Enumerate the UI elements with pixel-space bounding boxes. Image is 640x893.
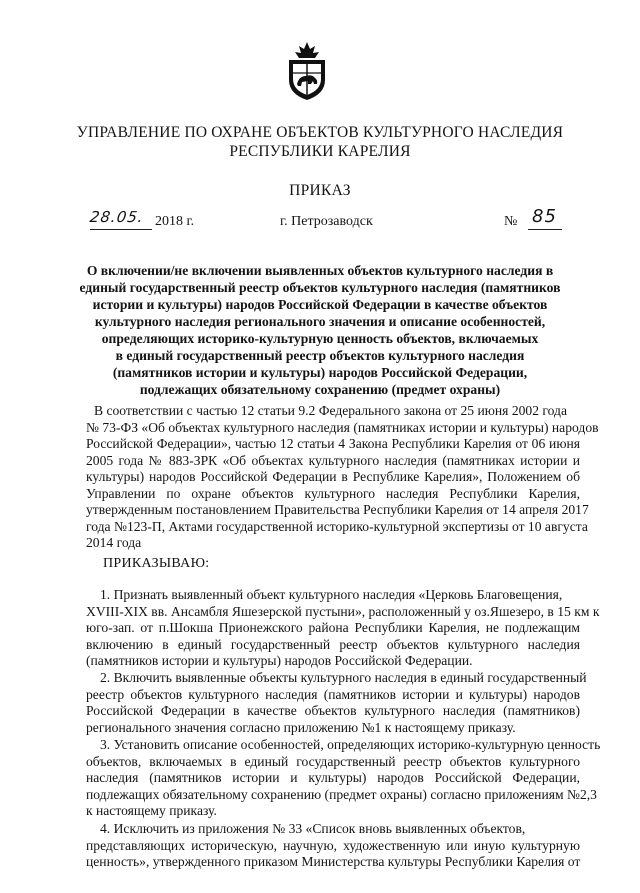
item-line: 2. Включить выявленные объекты культурного наследия в единый государственный	[100, 670, 587, 685]
preamble-line: Управлении по охране объектов культурного наследия Республики Карелия,	[86, 485, 580, 501]
preamble-line: 2014 года	[86, 535, 142, 550]
title-line: культурного наследия регионального значения и описание особенностей,	[94, 314, 546, 329]
preamble-paragraph	[86, 403, 599, 552]
item-line: 1. Признать выявленный объект культурного наследия «Церковь Благовещения,	[100, 587, 563, 602]
title-line: определяющих историко-культурную ценность объектов, включаемых	[101, 331, 539, 346]
number-sign: №	[504, 214, 518, 229]
document-type: ПРИКАЗ	[289, 182, 351, 199]
number-underline	[528, 229, 562, 230]
preamble-line: 2005 года № 883-ЗРК «Об объектах культурного наследия (памятниках истории и	[86, 452, 580, 468]
preamble-line: Российской Федерации», частью 12 статьи 4 Закона Республики Карелия от 06 июня	[86, 436, 580, 451]
order-title-heading	[60, 262, 580, 398]
title-line: О включении/не включении выявленных объектов культурного наследия в	[86, 263, 554, 278]
item-line: представляющих историческую, научную, художественную или иную культурную	[86, 837, 580, 853]
preamble-line: культуры) народов Российской Федерации в Республике Карелия», Положением об	[86, 469, 580, 484]
title-line: (памятников истории и культуры) народов Российской Федерации,	[112, 365, 528, 380]
order-item-2	[86, 670, 587, 736]
order-item-1	[86, 587, 600, 670]
order-item-4	[86, 821, 580, 871]
item-line: наследия (памятников истории и культуры) народов Российской Федерации,	[86, 770, 580, 785]
item-line: к настоящему приказу.	[86, 803, 217, 818]
item-line: XVIII-XIX вв. Ансамбля Яшезерской пустыни», расположенный у оз.Яшезеро, в 15 км к	[86, 603, 600, 619]
title-line: подлежащих обязательному сохранению (предмет охраны)	[139, 382, 501, 397]
date-underline	[90, 229, 152, 230]
agency-name-line1: УПРАВЛЕНИЕ ПО ОХРАНЕ ОБЪЕКТОВ КУЛЬТУРНОГО НАСЛЕДИЯ	[76, 124, 564, 141]
preamble-line: года №123-П, Актами государственной историко-культурной экспертизы от 10 августа	[86, 518, 588, 534]
handwritten-date: 28.05.	[88, 208, 145, 226]
agency-name-line2: РЕСПУБЛИКИ КАРЕЛИЯ	[229, 143, 411, 160]
order-verb: ПРИКАЗЫВАЮ:	[103, 556, 210, 571]
city: г. Петрозаводск	[280, 214, 373, 229]
preamble-line: утвержденным постановлением Правительства Республики Карелия от 14 апреля 2017	[86, 502, 589, 517]
preamble-line: № 73-ФЗ «Об объектах культурного наследия (памятниках истории и культуры) народов	[86, 419, 599, 435]
handwritten-number: 85	[532, 206, 557, 227]
item-line: регионального значения согласно приложению №1 к настоящему приказу.	[86, 719, 516, 735]
title-line: единый государственный реестр объектов культурного наследия (памятников	[79, 280, 561, 295]
karelia-coat-of-arms-icon	[284, 40, 330, 102]
date-year: 2018 г.	[155, 214, 195, 229]
item-line: включению в единый государственный реестр объектов культурного наследия	[86, 636, 580, 652]
title-line: в единый государственный реестр объектов культурного наследия	[115, 348, 525, 363]
item-line: 3. Установить описание особенностей, определяющих историко-культурную ценность	[100, 737, 601, 752]
title-line: истории и культуры) народов Российской Федерации в качестве объектов	[92, 297, 548, 312]
item-line: объектов, включаемых в единый государственный реестр объектов культурного	[86, 753, 580, 769]
item-line: реестр объектов культурного наследия (памятников истории и культуры) народов	[86, 686, 580, 702]
item-line: ценность», утвержденного приказом Министерства культуры Республики Карелия от	[86, 854, 581, 869]
item-line: юго-зап. от п.Шокша Прионежского района Республики Карелия, не подлежащим	[86, 620, 580, 635]
order-item-3	[86, 737, 601, 820]
item-line: подлежащих обязательному сохранению (предмет охраны) согласно приложениям №2,3	[86, 786, 597, 802]
item-line: Российской Федерации в качестве объектов культурного наследия (памятников)	[86, 703, 580, 718]
preamble-line: В соответствии с частью 12 статьи 9.2 Федерального закона от 25 июня 2002 года	[94, 403, 568, 418]
item-line: (памятников истории и культуры) народов Российской Федерации.	[86, 653, 473, 668]
item-line: 4. Исключить из приложения № 33 «Список вновь выявленных объектов,	[100, 821, 526, 836]
